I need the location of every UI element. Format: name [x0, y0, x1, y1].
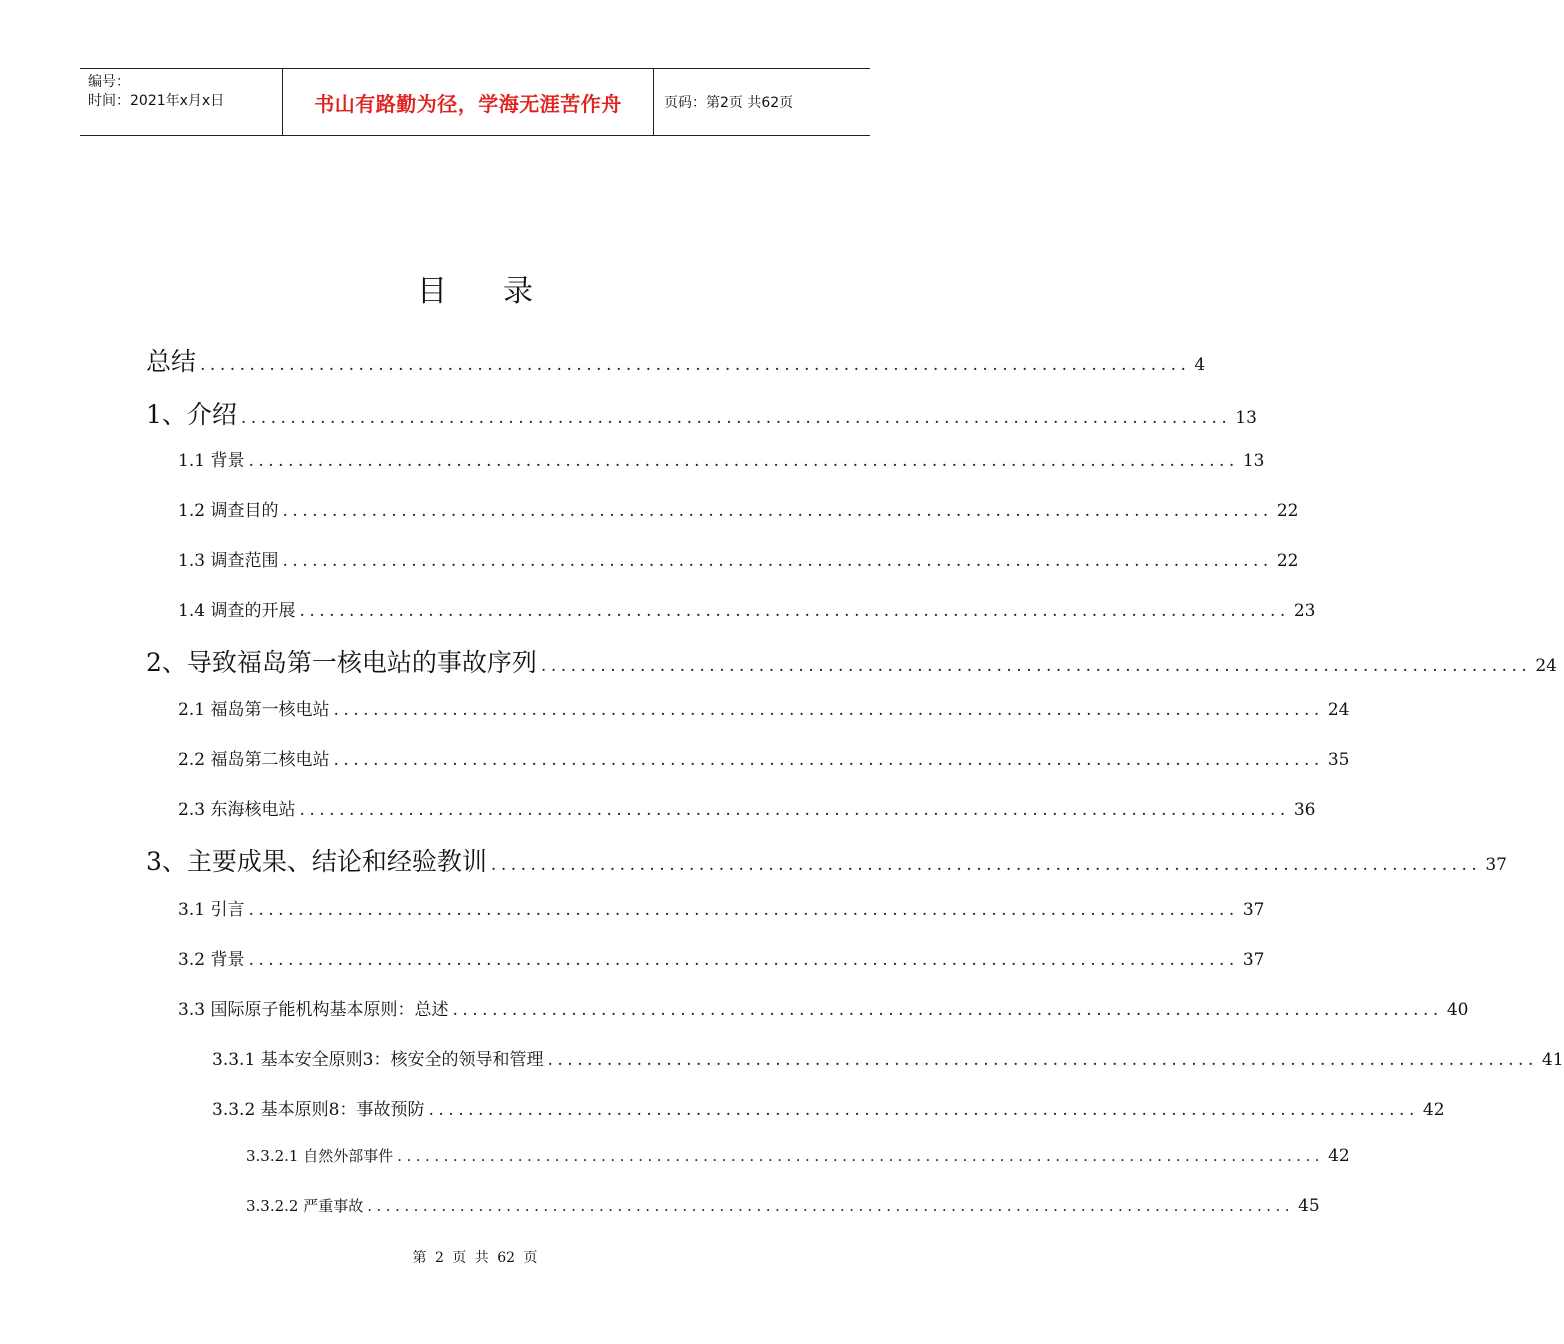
toc-leader: .................................................................................................... [299, 800, 1290, 820]
toc-entry-label: 总结 [146, 347, 197, 376]
page-title: 目录 [417, 274, 589, 309]
toc-entry-label: 3.3.2.1 自然外部事件 [246, 1147, 394, 1165]
time-label: 时间：2021年x月x日 [88, 93, 225, 109]
toc-entry-page: 36 [1293, 800, 1316, 820]
toc-entry[interactable] [212, 1045, 1564, 1070]
toc-entry[interactable] [146, 395, 1257, 431]
toc-entry-page: 37 [1485, 855, 1507, 875]
toc-leader: .................................................................................................... [547, 1050, 1538, 1070]
toc-entry[interactable] [178, 745, 1350, 770]
page-footer: 第 2 页 共 62 页 [412, 1250, 538, 1266]
toc-leader: .................................................................................................... [490, 855, 1482, 875]
toc-leader: .................................................................................................... [248, 900, 1239, 920]
toc-leader: .................................................................................................... [333, 700, 1324, 720]
toc-entry-page: 13 [1242, 451, 1265, 471]
toc-entry[interactable] [246, 1195, 1320, 1216]
toc-entry-label: 3、主要成果、结论和经验教训 [146, 847, 487, 876]
toc-entry-page: 22 [1276, 501, 1299, 521]
toc-leader: .................................................................................................... [282, 551, 1273, 571]
toc-entry[interactable] [212, 1095, 1445, 1120]
toc-entry-label: 3.3.1 基本安全原则3：核安全的领导和管理 [212, 1050, 544, 1070]
toc-entry-page: 37 [1242, 950, 1265, 970]
toc-entry[interactable] [178, 695, 1350, 720]
header-page-info: 页码：第2页 共62页 [664, 95, 794, 111]
toc-leader: .................................................................................................... [367, 1197, 1295, 1215]
toc-entry[interactable] [178, 945, 1265, 970]
toc-entry-page: 24 [1327, 700, 1350, 720]
toc-entry-page: 4 [1194, 355, 1206, 375]
toc-entry-page: 23 [1293, 601, 1316, 621]
toc-entry[interactable] [178, 895, 1265, 920]
toc-leader: .................................................................................................... [452, 1000, 1443, 1020]
toc-entry[interactable] [178, 496, 1299, 521]
toc-leader: .................................................................................................... [248, 950, 1239, 970]
toc-entry[interactable] [178, 596, 1316, 621]
serial-label: 编号： [88, 74, 130, 90]
toc-leader: .................................................................................................... [282, 501, 1273, 521]
header-motto: 书山有路勤为径，学海无涯苦作舟 [282, 69, 654, 135]
toc-entry-label: 3.3.2 基本原则8：事故预防 [212, 1100, 425, 1120]
toc-leader: .................................................................................................... [397, 1147, 1325, 1165]
toc-entry[interactable] [178, 446, 1265, 471]
toc-entry-label: 2.3 东海核电站 [178, 800, 296, 820]
page-header [80, 68, 870, 136]
toc-entry-label: 1.1 背景 [178, 451, 245, 471]
toc-entry[interactable] [146, 342, 1206, 378]
toc-entry-page: 40 [1446, 1000, 1469, 1020]
toc-entry-label: 1、介绍 [146, 400, 237, 429]
toc-entry-page: 13 [1235, 408, 1257, 428]
toc-entry-label: 2.1 福岛第一核电站 [178, 700, 330, 720]
toc-entry-page: 37 [1242, 900, 1265, 920]
toc-entry-label: 2.2 福岛第二核电站 [178, 750, 330, 770]
toc-entry[interactable] [178, 546, 1299, 571]
toc-entry-label: 1.2 调查目的 [178, 501, 279, 521]
toc-entry-label: 3.1 引言 [178, 900, 245, 920]
toc-entry-label: 1.3 调查范围 [178, 551, 279, 571]
toc-entry[interactable] [178, 995, 1469, 1020]
toc-entry[interactable] [246, 1145, 1350, 1166]
toc-entry-page: 45 [1298, 1196, 1320, 1216]
toc-entry-label: 2、导致福岛第一核电站的事故序列 [146, 648, 537, 677]
toc-entry-label: 3.3.2.2 严重事故 [246, 1197, 364, 1215]
toc-leader: .................................................................................................... [540, 656, 1532, 676]
toc-leader: .................................................................................................... [428, 1100, 1419, 1120]
toc-entry-page: 35 [1327, 750, 1350, 770]
toc-entry[interactable] [146, 842, 1507, 878]
toc-entry-page: 42 [1328, 1146, 1350, 1166]
toc-entry-page: 24 [1535, 656, 1557, 676]
toc-entry-page: 42 [1422, 1100, 1445, 1120]
header-meta [80, 69, 282, 135]
toc-entry-label: 3.2 背景 [178, 950, 245, 970]
toc-leader: .................................................................................................... [200, 355, 1191, 375]
toc-entry[interactable] [178, 795, 1316, 820]
toc-leader: .................................................................................................... [248, 451, 1239, 471]
toc-leader: .................................................................................................... [333, 750, 1324, 770]
toc-entry-label: 3.3 国际原子能机构基本原则：总述 [178, 1000, 449, 1020]
toc-entry[interactable] [146, 643, 1557, 679]
toc-entry-label: 1.4 调查的开展 [178, 601, 296, 621]
toc-entry-page: 41 [1541, 1050, 1564, 1070]
toc-leader: .................................................................................................... [240, 408, 1232, 428]
toc-entry-page: 22 [1276, 551, 1299, 571]
toc-leader: .................................................................................................... [299, 601, 1290, 621]
